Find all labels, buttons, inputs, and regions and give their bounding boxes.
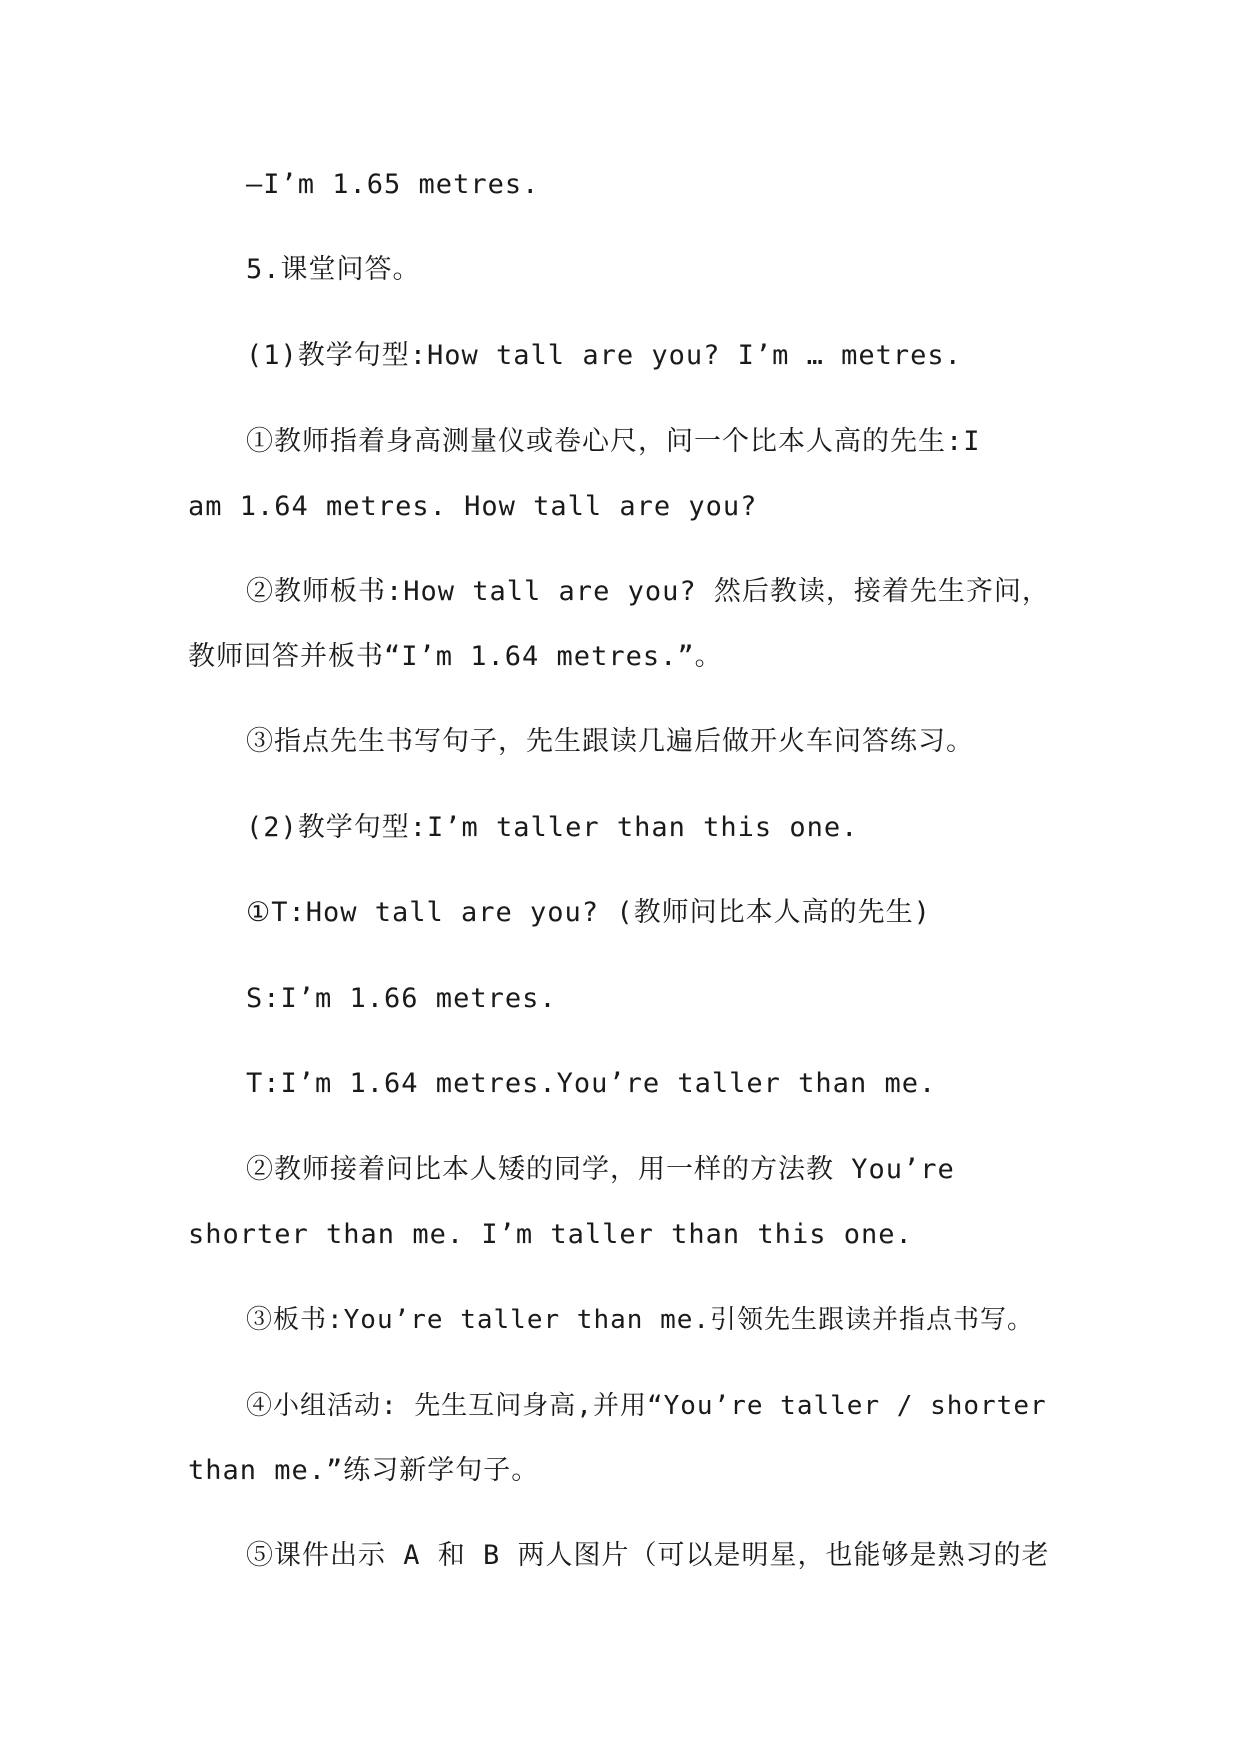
subsection-heading-1: (1)教学句型:How tall are you? I’m … metres.: [246, 340, 962, 371]
section-heading: 5.课堂问答。: [246, 254, 421, 285]
text-line-10: ①T:How tall are you? (教师问比本人高的先生): [246, 897, 931, 928]
text-line-7: 教师回答并板书“I’m 1.64 metres.”。: [188, 641, 723, 672]
text-line-5: am 1.64 metres. How tall are you?: [188, 491, 758, 522]
text-line-17: than me.”练习新学句子。: [188, 1455, 540, 1486]
text-line-18: ⑤课件出示 A 和 B 两人图片（可以是明星，也能够是熟习的老: [246, 1540, 1050, 1571]
text-line-12: T:I’m 1.64 metres.You’re taller than me.: [246, 1068, 937, 1099]
text-line-14: shorter than me. I’m taller than this one.: [188, 1219, 913, 1250]
text-line-4: ①教师指着身高测量仪或卷心尺，问一个比本人高的先生:I: [246, 426, 981, 457]
text-line-6: ②教师板书:How tall are you? 然后教读，接着先生齐问，: [246, 576, 1050, 607]
subsection-heading-2: (2)教学句型:I’m taller than this one.: [246, 812, 859, 843]
text-line-13: ②教师接着问比本人矮的同学，用一样的方法教 You’re: [246, 1154, 955, 1185]
text-line-11: S:I’m 1.66 metres.: [246, 983, 557, 1014]
text-line-8: ③指点先生书写句子，先生跟读几遍后做开火车问答练习。: [246, 726, 974, 757]
text-line-15: ③板书:You’re taller than me.引领先生跟读并指点书写。: [246, 1305, 1035, 1335]
text-line-1: —I’m 1.65 metres.: [246, 169, 540, 200]
text-line-16: ④小组活动: 先生互问身高,并用“You’re taller / shorter: [246, 1391, 1047, 1421]
